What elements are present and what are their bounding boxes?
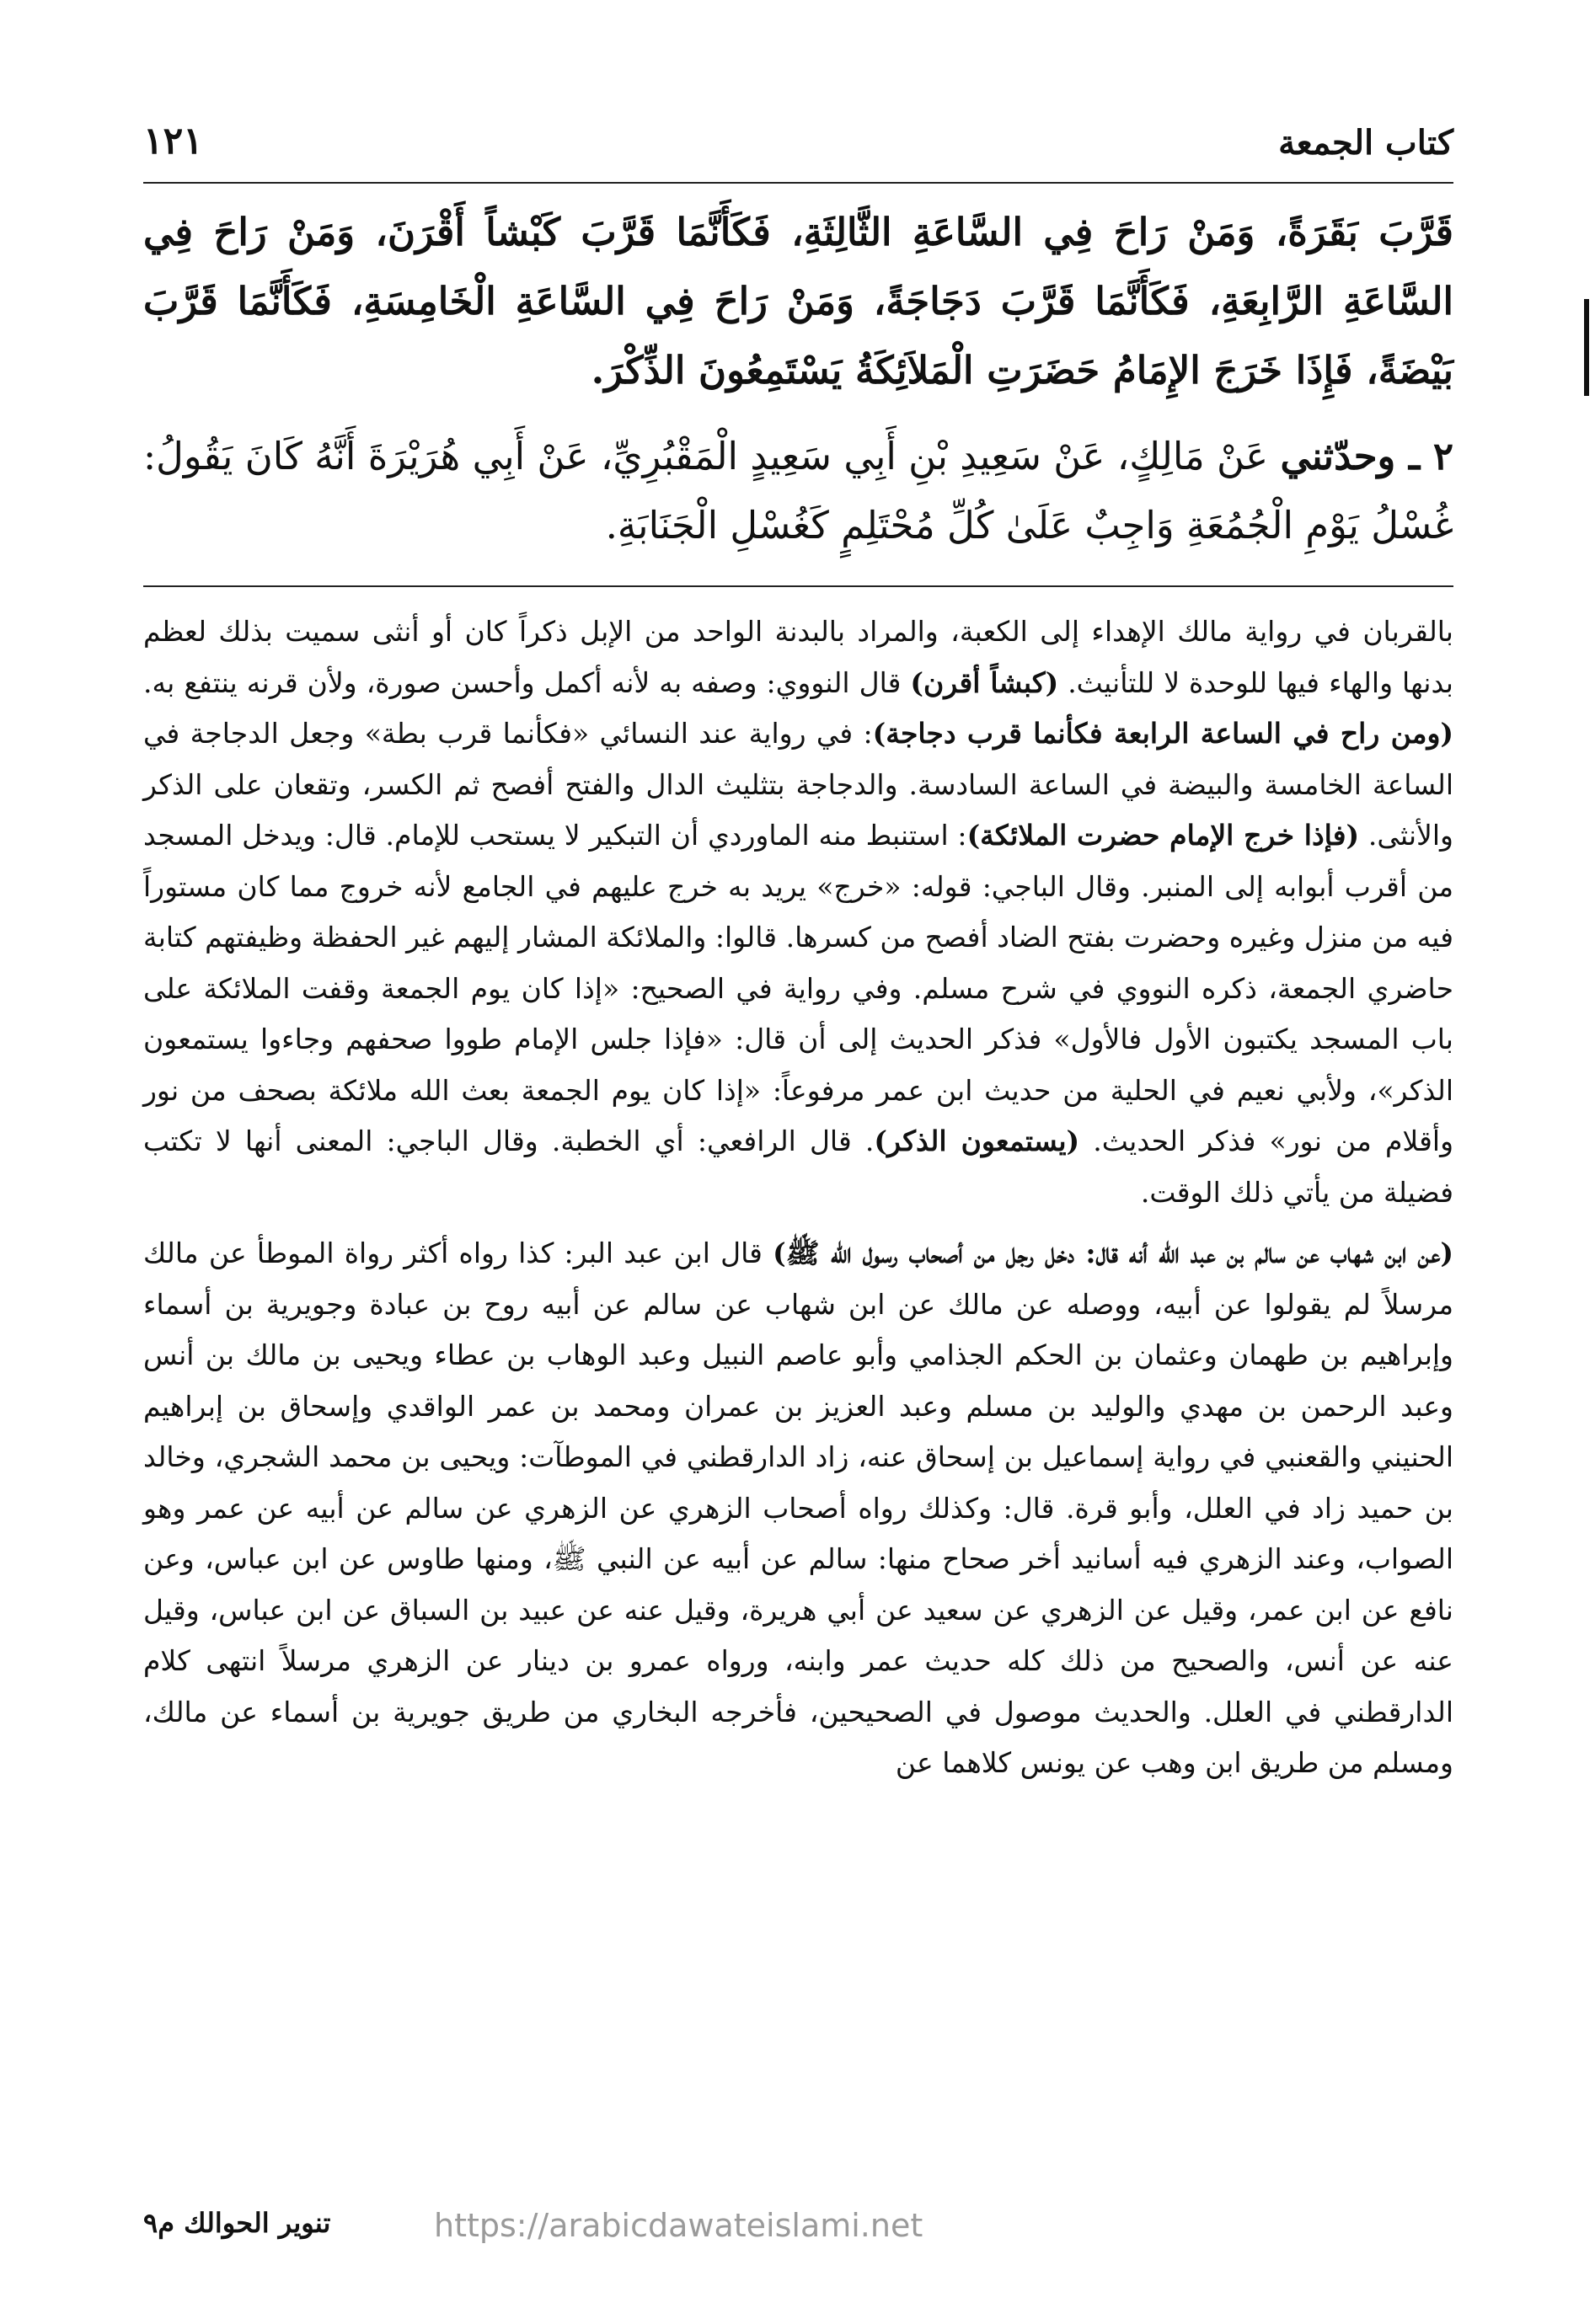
book-page <box>143 101 1453 2257</box>
watermark-url: https://arabicdawateislami.net <box>434 2207 923 2244</box>
commentary-segment: قال النووي: وصفه به لأنه أكمل وأحسن صورة، ولأن قرنه ينتفع به. <box>143 665 911 699</box>
header-rule <box>143 182 1453 184</box>
hadith-paragraph-1: قَرَّبَ بَقَرَةً، وَمَنْ رَاحَ فِي السَّاعَةِ الثَّالِثَةِ، فَكَأَنَّمَا قَرَّبَ كَبْشاً أَقْرَنَ، وَمَنْ رَاحَ فِي السَّاعَةِ الرَّابِعَةِ، فَكَأَنَّمَا قَرَّبَ دَجَاجَةً، وَمَنْ رَاحَ فِي السَّاعَةِ الْخَامِسَةِ، فَكَأَنَّمَا قَرَّبَ بَيْضَةً، فَإِذَا خَرَجَ الإِمَامُ حَضَرَتِ الْمَلاَئِكَةُ يَسْتَمِعُونَ الذِّكْرَ. <box>143 210 1453 393</box>
commentary-segment: قال ابن عبد البر: كذا رواه أكثر رواة الموطأ عن مالك مرسلاً لم يقولوا عن أبيه، ووصله عن مالك عن ابن شهاب عن سالم عن أبيه روح بن عبادة وجويرية بن أسماء وإبراهيم بن طهمان وعثمان بن الحكم الجذامي وأبو عاصم النبيل وعبد الوهاب بن عطاء ويحيى بن مالك بن أنس وعبد الرحمن بن مهدي والوليد بن مسلم وعبد العزيز بن عمران ومحمد بن عمر الواقدي وإسحاق بن إبراهيم الحنيني والقعنبي في رواية إسماعيل بن إسحاق عنه، زاد الدارقطني في الموطآت: ويحيى بن محمد الشجري، وخالد بن حميد زاد في العلل، وأبو قرة. قال: وكذلك رواه أصحاب الزهري عن الزهري عن سالم عن أبيه عن عمر وهو الصواب، وعند الزهري فيه أسانيد أخر صحاح منها: سالم عن أبيه عن النبي ﷺ، ومنها طاوس عن ابن عباس، وعن نافع عن ابن عمر، وقيل عن الزهري عن سعيد عن أبي هريرة، وقيل عنه عن عبيد بن السباق عن ابن عباس، وقيل عنه عن أنس، والصحيح من ذلك كله حديث عمر وابنه، ورواه عمرو بن دينار عن الزهري مرسلاً انتهى كلام الدارقطني في العلل. والحديث موصول في الصحيحين، فأخرجه البخاري من طريق جويرية بن أسماء عن مالك، ومسلم من طريق ابن وهب عن يونس كلاهما عن <box>143 1237 1453 1779</box>
page-footer <box>143 2198 1453 2257</box>
commentary-segment: : استنبط منه الماوردي أن التبكير لا يستحب للإمام. قال: ويدخل المسجد من أقرب أبوابه إلى المنبر. وقال الباجي: قوله: «خرج» يريد به خرج عليهم في الجامع لأنه خروج مما كان مستوراً فيه من منزل وغيره وحضرت بفتح الضاد أفصح من كسرها. قالوا: والملائكة المشار إليهم غير الحفظة وظيفتهم كتابة حاضري الجمعة، ذكره النووي في شرح مسلم. وفي رواية في الصحيح: «إذا كان يوم الجمعة وقفت الملائكة على باب المسجد يكتبون الأول فالأول» فذكر الحديث إلى أن قال: «فإذا جلس الإمام طووا صحفهم وجاءوا يستمعون الذكر»، ولأبي نعيم في الحلية من حديث ابن عمر مرفوعاً: «إذا كان يوم الجمعة بعث الله ملائكة بصحف من نور وأقلام من نور» فذكر الحديث. <box>143 819 1454 1157</box>
page-number: ١٢١ <box>143 120 203 163</box>
commentary-lemma: (عن ابن شهاب عن سالم بن عبد الله أنه قال: دخل رجل من أصحاب رسول الله ﷺ) <box>773 1237 1453 1269</box>
page-header <box>143 110 1453 177</box>
hadith-paragraph-2-text: عَنْ مَالِكٍ، عَنْ سَعِيدِ بْنِ أَبِي سَعِيدٍ الْمَقْبُرِيِّ، عَنْ أَبِي هُرَيْرَةَ أَنَّهُ كَانَ يَقُولُ: غُسْلُ يَوْمِ الْجُمُعَةِ وَاجِبٌ عَلَىٰ كُلِّ مُحْتَلِمٍ كَغُسْلِ الْجَنَابَةِ. <box>143 434 1453 548</box>
hadith-text <box>143 198 1453 560</box>
commentary-lemma: (ومن راح في الساعة الرابعة فكأنما قرب دجاجة) <box>872 717 1453 750</box>
commentary-lemma: (يستمعون الذكر) <box>874 1125 1080 1157</box>
commentary-lemma: (فإذا خرج الإمام حضرت الملائكة) <box>966 819 1360 852</box>
commentary-paragraph-2 <box>143 1228 1453 1789</box>
printer-signature: تنوير الحوالك م٩ <box>143 2207 331 2239</box>
commentary-segment: . قال الرافعي: أي الخطبة. وقال الباجي: المعنى أنها لا تكتب فضيلة من يأتي ذلك الوقت. <box>143 1125 1453 1209</box>
footnote-separator <box>143 585 1453 587</box>
chapter-title: كتاب الجمعة <box>1278 123 1453 163</box>
commentary-segment: : في رواية عند النسائي «فكأنما قرب بطة» وجعل الدجاجة في الساعة الخامسة والبيضة في الساعة السادسة. والدجاجة بتثليث الدال والفتح أفصح ثم الكسر، وتقعان على الذكر والأنثى. <box>143 717 1453 852</box>
commentary-lemma: (كبشاً أقرن) <box>910 665 1059 699</box>
margin-mark <box>1584 299 1589 396</box>
hadith-paragraph-2 <box>143 422 1453 560</box>
commentary-paragraph-1 <box>143 606 1453 1218</box>
hadith-number-lead: ٢ ـ وحدّثني <box>1280 434 1454 478</box>
commentary-text <box>143 606 1453 1789</box>
commentary-segment: بالقربان في رواية مالك الإهداء إلى الكعبة، والمراد بالبدنة الواحد من الإبل ذكراً كان أو أنثى سميت بذلك لعظم بدنها والهاء فيها للوحدة لا للتأنيث. <box>143 615 1453 699</box>
